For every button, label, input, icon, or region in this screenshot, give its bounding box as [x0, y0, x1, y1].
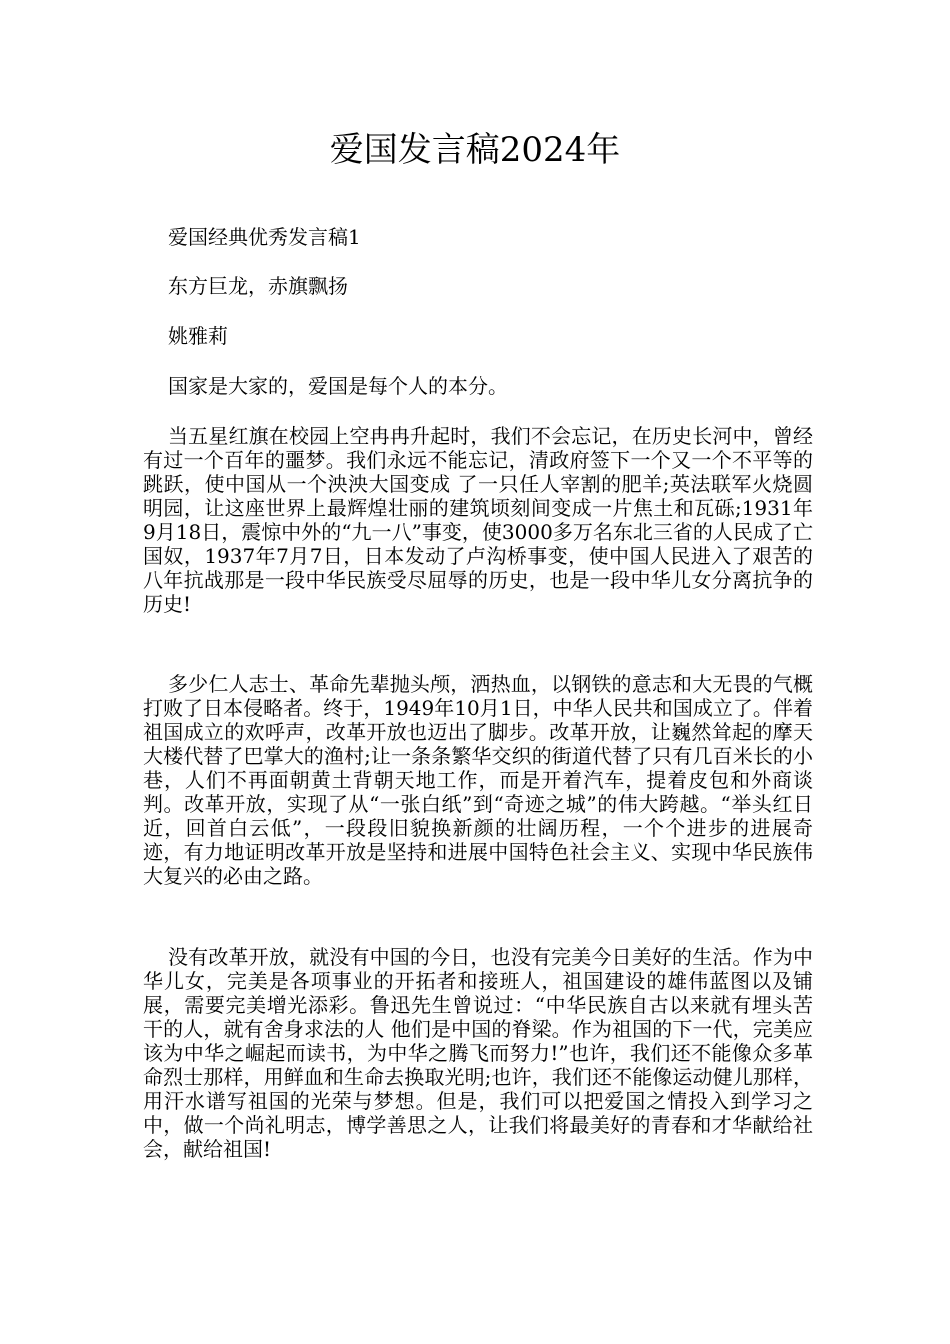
- document-title: 爱国发言稿2024年: [329, 130, 621, 170]
- body-paragraph-3: 没有改革开放，就没有中国的今日，也没有完美今日美好的生活。作为中华儿女，完美是各项事业的开拓者和接班人，祖国建设的雄伟蓝图以及铺展，需要完美增光添彩。鲁迅先生曾说过：“中华民族自古以来就有埋头苦干的人，就有舍身求法的人 他们是中国的脊梁。作为祖国的下一代，完美应该为中华之崛起而读书，为中华之腾飞而努力!”也许，我们还不能像众多革命烈士那样，用鲜血和生命去换取光明;也许，我们还不能像运动健儿那样，用汗水谱写祖国的光荣与梦想。但是，我们可以把爱国之情投入到学习之中，做一个尚礼明志，博学善思之人，让我们将最美好的青春和才华献给社会，献给祖国!: [143, 945, 813, 1161]
- document-subtitle: 爱国经典优秀发言稿1: [168, 225, 361, 249]
- body-paragraph-1: 当五星红旗在校园上空冉冉升起时，我们不会忘记，在历史长河中，曾经有过一个百年的噩梦。我们永远不能忘记，清政府签下一个又一个不平等的跳跃，使中国从一个泱泱大国变成 了一只任人宰割的肥羊;英法联军火烧圆明园，让这座世界上最辉煌壮丽的建筑顷刻间变成一片焦土和瓦砾;1931年9月18日，震惊中外的“九一八”事变，使3000多万名东北三省的人民成了亡国奴，1937年7月7日，日本发动了卢沟桥事变，使中国人民进入了艰苦的八年抗战那是一段中华民族受尽屈辱的历史，也是一段中华儿女分离抗争的历史!: [143, 424, 813, 616]
- speech-heading: 东方巨龙，赤旗飘扬: [168, 274, 348, 298]
- author-name: 姚雅莉: [168, 324, 228, 348]
- intro-line: 国家是大家的，爱国是每个人的本分。: [168, 374, 508, 398]
- body-paragraph-2: 多少仁人志士、革命先辈抛头颅，洒热血，以钢铁的意志和大无畏的气概打败了日本侵略者。终于，1949年10月1日，中华人民共和国成立了。伴着祖国成立的欢呼声，改革开放也迈出了脚步。改革开放，让巍然耸起的摩天大楼代替了巴掌大的渔村;让一条条繁华交织的街道代替了只有几百米长的小巷，人们不再面朝黄土背朝天地工作，而是开着汽车，提着皮包和外商谈判。改革开放，实现了从“一张白纸”到“奇迹之城”的伟大跨越。“举头红日近，回首白云低”，一段段旧貌换新颜的壮阔历程，一个个进步的进展奇迹，有力地证明改革开放是坚持和进展中国特色社会主义、实现中华民族伟大复兴的必由之路。: [143, 672, 813, 888]
